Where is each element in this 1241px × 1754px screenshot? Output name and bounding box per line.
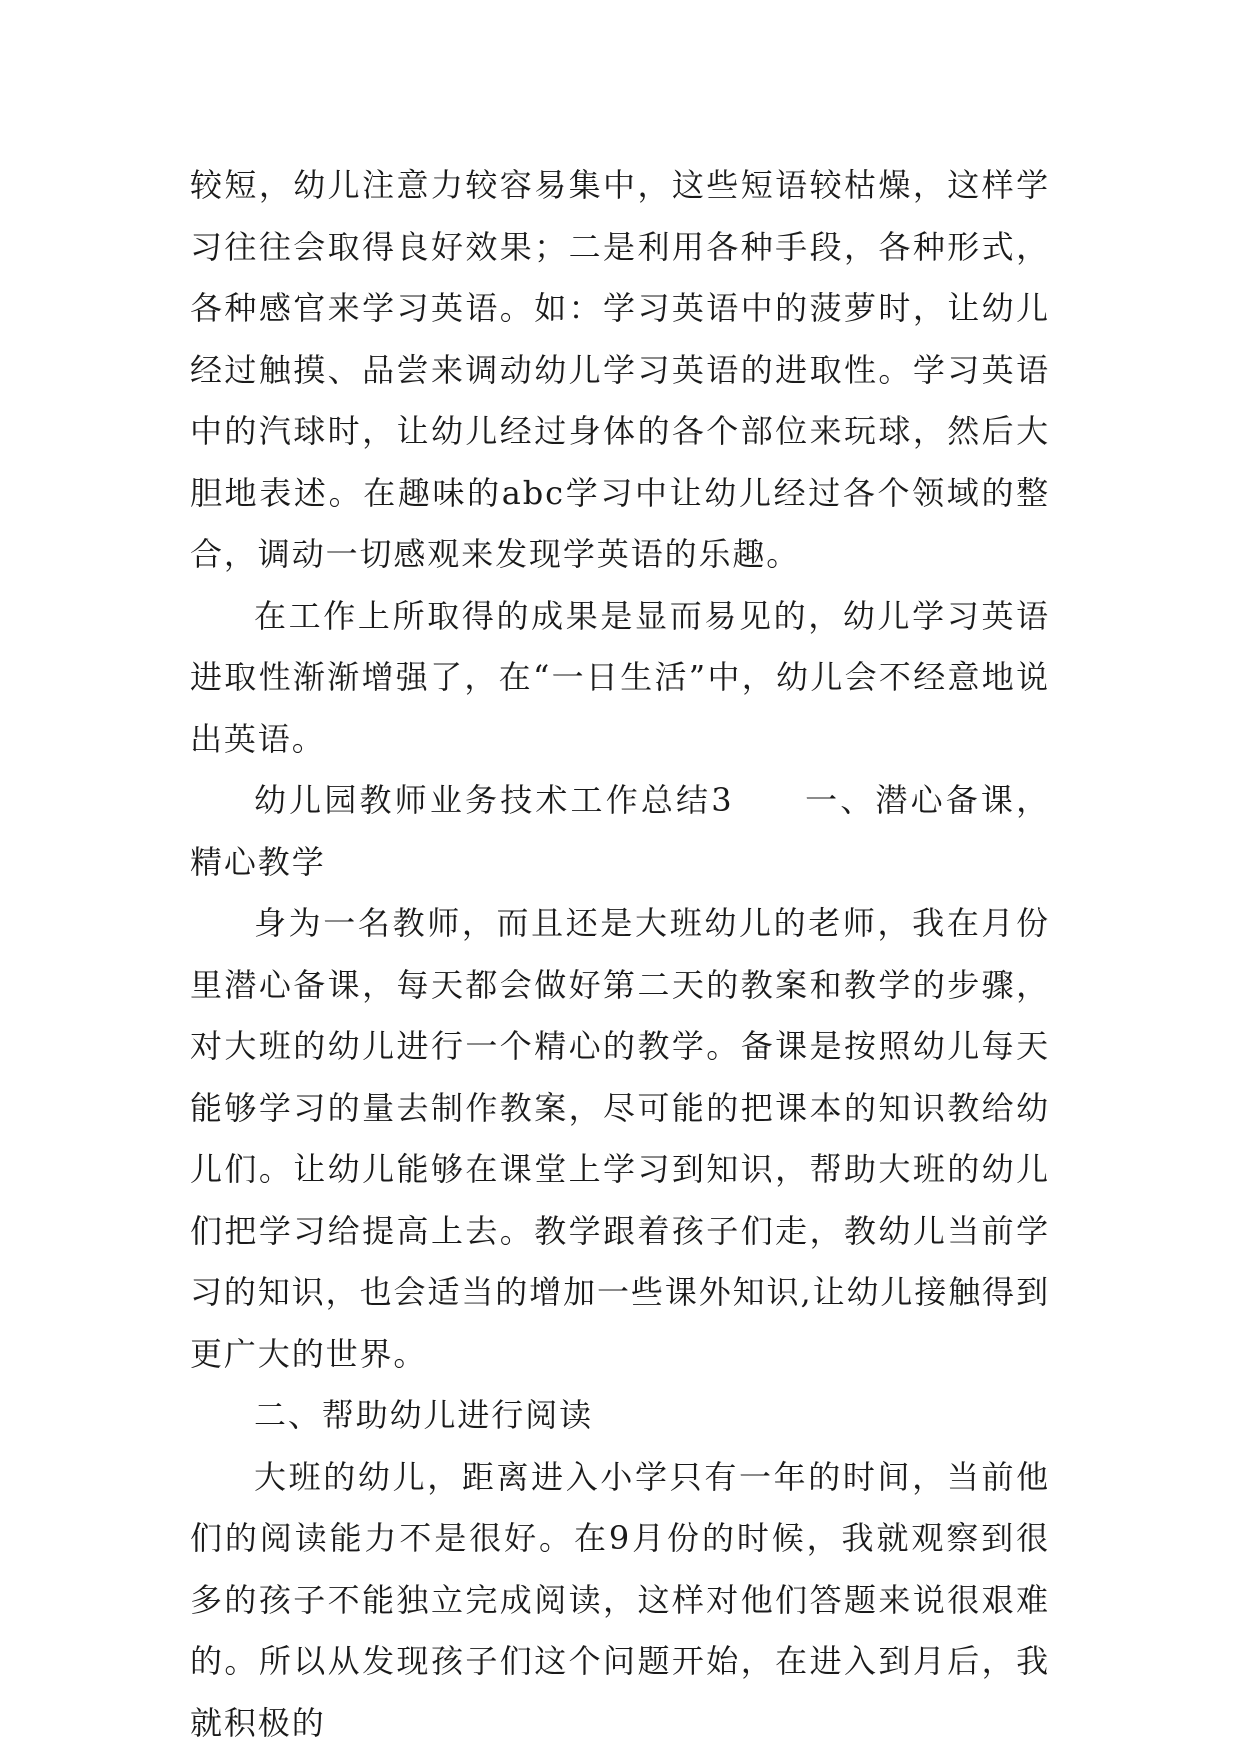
paragraph-2: 在工作上所取得的成果是显而易见的，幼儿学习英语进取性渐渐增强了，在“一日生活”中，幼儿会不经意地说出英语。 — [190, 596, 1050, 758]
document-body — [190, 155, 1050, 1754]
paragraph-1: 较短，幼儿注意力较容易集中，这些短语较枯燥，这样学习往往会取得良好效果；二是利用各种手段，各种形式，各种感官来学习英语。如：学习英语中的菠萝时，让幼儿经过触摸、品尝来调动幼儿学习英语的进取性。学习英语中的汽球时，让幼儿经过身体的各个部位来玩球，然后大胆地表述。在趣味的abc学习中让幼儿经过各个领域的整合，调动一切感观来发现学英语的乐趣。 — [190, 166, 1050, 573]
paragraph-4: 身为一名教师，而且还是大班幼儿的老师，我在月份里潜心备课，每天都会做好第二天的教案和教学的步骤，对大班的幼儿进行一个精心的教学。备课是按照幼儿每天能够学习的量去制作教案，尽可能的把课本的知识教给幼儿们。让幼儿能够在课堂上学习到知识，帮助大班的幼儿们把学习给提高上去。教学跟着孩子们走，教幼儿当前学习的知识，也会适当的增加一些课外知识,让幼儿接触得到更广大的世界。 — [190, 904, 1050, 1373]
paragraph-5-section-heading: 二、帮助幼儿进行阅读 — [254, 1396, 594, 1434]
paragraph-3-section-heading: 幼儿园教师业务技术工作总结3 一、潜心备课，精心教学 — [190, 781, 1050, 881]
paragraph-6: 大班的幼儿，距离进入小学只有一年的时间，当前他们的阅读能力不是很好。在9月份的时候，我就观察到很多的孩子不能独立完成阅读，这样对他们答题来说很艰难的。所以从发现孩子们这个问题开始，在进入到月后，我就积极的 — [190, 1457, 1050, 1742]
